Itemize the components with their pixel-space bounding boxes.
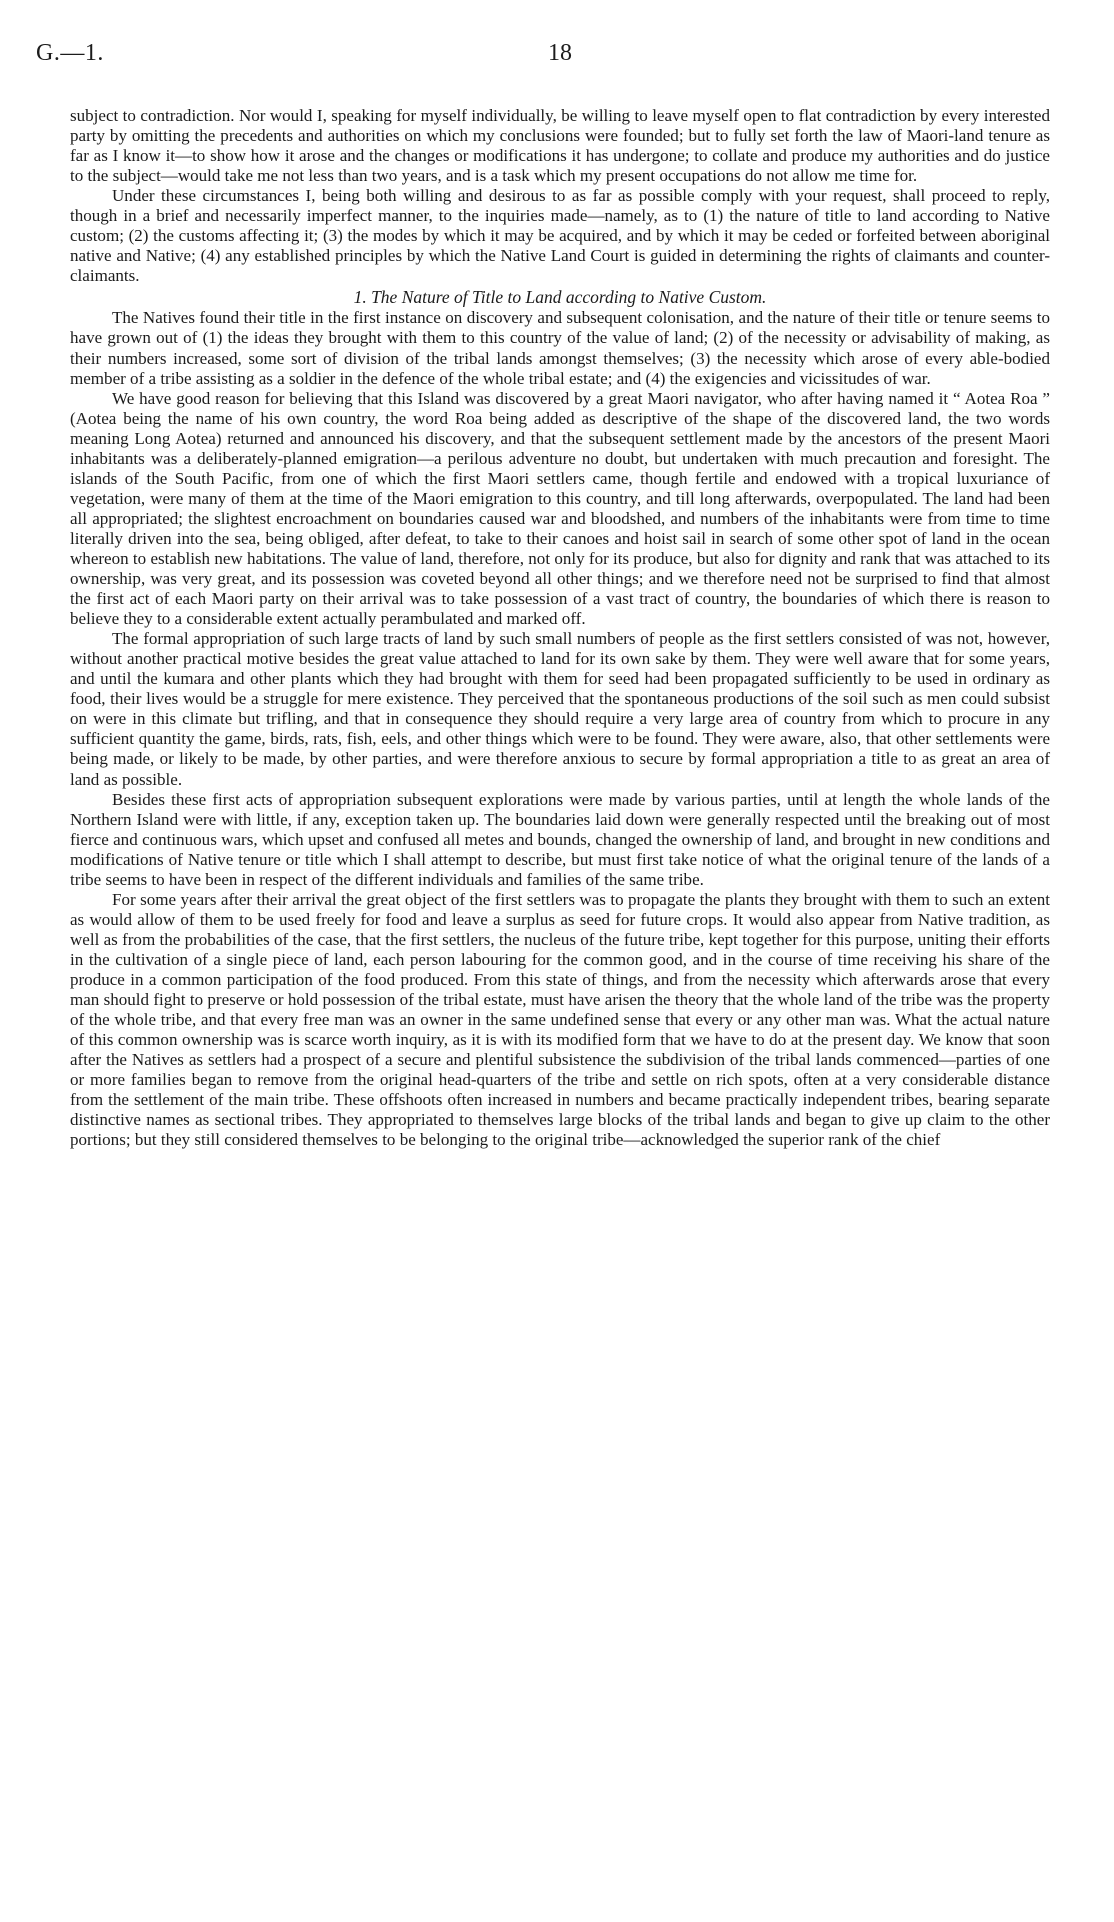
paragraph: Under these circumstances I, being both willing and desirous to as far as possible comply with your request, shall proceed to reply, though in a brief and necessarily imperfect manner, to the inquiries made—namely, as to (1) the nature of title to land according to Native custom; (2) the customs affecting it; (3) the modes by which it may be acquired, and by which it may be ceded or forfeited between aboriginal native and Native; (4) any established principles by which the Native Land Court is guided in determining the rights of claimants and counter-claimants. — [70, 186, 1050, 286]
paragraph-continuation: subject to contradiction. Nor would I, speaking for myself individually, be willing to leave myself open to flat contradiction by every interested party by omitting the precedents and authorities on which my conclusions were founded; but to fully set forth the law of Maori-land tenure as far as I know it—to show how it arose and the changes or modifications it has undergone; to collate and produce my authorities and do justice to the subject—would take me not less than two years, and is a task which my present occupations do not allow me time for. — [70, 106, 1050, 186]
paragraph: The formal appropriation of such large tracts of land by such small numbers of people as the first settlers consisted of was not, however, without another practical motive besides the great value attached to land for its own sake by them. They were well aware that for some years, and until the kumara and other plants which they had brought with them for seed had been propagated sufficiently to be used in ordinary as food, their lives would be a struggle for mere existence. They perceived that the spontaneous productions of the soil such as men could subsist on were in this climate but trifling, and that in consequence they should require a very large area of country from which to procure in any sufficient quantity the game, birds, rats, fish, eels, and other things which were to be found. They were aware, also, that other settlements were being made, or likely to be made, by other parties, and were therefore anxious to secure by formal appropriation a title to as great an area of land as possible. — [70, 629, 1050, 789]
body-text — [70, 106, 1050, 1150]
paragraph: For some years after their arrival the great object of the first settlers was to propagate the plants they brought with them to such an extent as would allow of them to be used freely for food and leave a surplus as seed for future crops. It would also appear from Native tradition, as well as from the probabilities of the case, that the first settlers, the nucleus of the future tribe, kept together for this purpose, uniting their efforts in the cultivation of a single piece of land, each person labouring for the common good, and in the course of time receiving his share of the produce in a common participation of the food produced. From this state of things, and from the necessity which afterwards arose that every man should fight to preserve or hold possession of the tribal estate, must have arisen the theory that the whole land of the tribe was the property of the whole tribe, and that every free man was an owner in the same undefined sense that every or any other man was. What the actual nature of this common ownership was is scarce worth inquiry, as it is with its modified form that we have to do at the present day. We know that soon after the Natives as settlers had a prospect of a secure and plentiful subsistence the subdivision of the tribal lands commenced—parties of one or more families began to remove from the original head-quarters of the tribe and settle on rich spots, often at a very considerable distance from the settlement of the main tribe. These offshoots often increased in numbers and became practically independent tribes, bearing separate distinctive names as sectional tribes. They appropriated to themselves large blocks of the tribal lands and began to give up claim to the other portions; but they still considered themselves to be belonging to the original tribe—acknowledged the superior rank of the chief — [70, 889, 1050, 1150]
section-heading: 1. The Nature of Title to Land according to Native Custom. — [353, 287, 767, 308]
page-number: 18 — [548, 40, 572, 66]
document-reference: G.—1. — [36, 40, 104, 66]
paragraph: The Natives found their title in the first instance on discovery and subsequent colonisation, and the nature of their title or tenure seems to have grown out of (1) the ideas they brought with them to this country of the value of land; (2) of the necessity or advisability of making, as their numbers increased, some sort of division of the tribal lands amongst themselves; (3) the necessity which arose of every able-bodied member of a tribe assisting as a soldier in the defence of the whole tribal estate; and (4) the exigencies and vicissitudes of war. — [70, 308, 1050, 388]
paragraph: We have good reason for believing that this Island was discovered by a great Maori navigator, who after having named it “ Aotea Roa ” (Aotea being the name of his own country, the word Roa being added as descriptive of the shape of the discovered land, the two words meaning Long Aotea) returned and announced his discovery, and that the subsequent settlement made by the ancestors of the present Maori inhabitants was a deliberately-planned emigration—a perilous adventure no doubt, but undertaken with much precaution and foresight. The islands of the South Pacific, from one of which the first Maori settlers came, though fertile and endowed with a tropical luxuriance of vegetation, were many of them at the time of the Maori emigration to this country, and till long afterwards, overpopulated. The land had been all appropriated; the slightest encroachment on boundaries caused war and bloodshed, and numbers of the inhabitants were from time to time literally driven into the sea, being obliged, after defeat, to take to their canoes and hoist sail in search of some other spot of land in the ocean whereon to establish new habitations. The value of land, therefore, not only for its produce, but also for dignity and rank that was attached to its ownership, was very great, and its possession was coveted beyond all other things; and we therefore need not be surprised to find that almost the first act of each Maori party on their arrival was to take possession of a vast tract of country, the boundaries of which there is reason to believe they to a considerable extent actually perambulated and marked off. — [70, 388, 1050, 629]
paragraph: Besides these first acts of appropriation subsequent explorations were made by various parties, until at length the whole lands of the Northern Island were with little, if any, exception taken up. The boundaries laid down were generally respected until the breaking out of most fierce and continuous wars, which upset and confused all metes and bounds, changed the ownership of land, and brought in new conditions and modifications of Native tenure or title which I shall attempt to describe, but must first take notice of what the original tenure of the lands of a tribe seems to have been in respect of the different individuals and families of the same tribe. — [70, 789, 1050, 889]
page-header — [36, 40, 1078, 80]
